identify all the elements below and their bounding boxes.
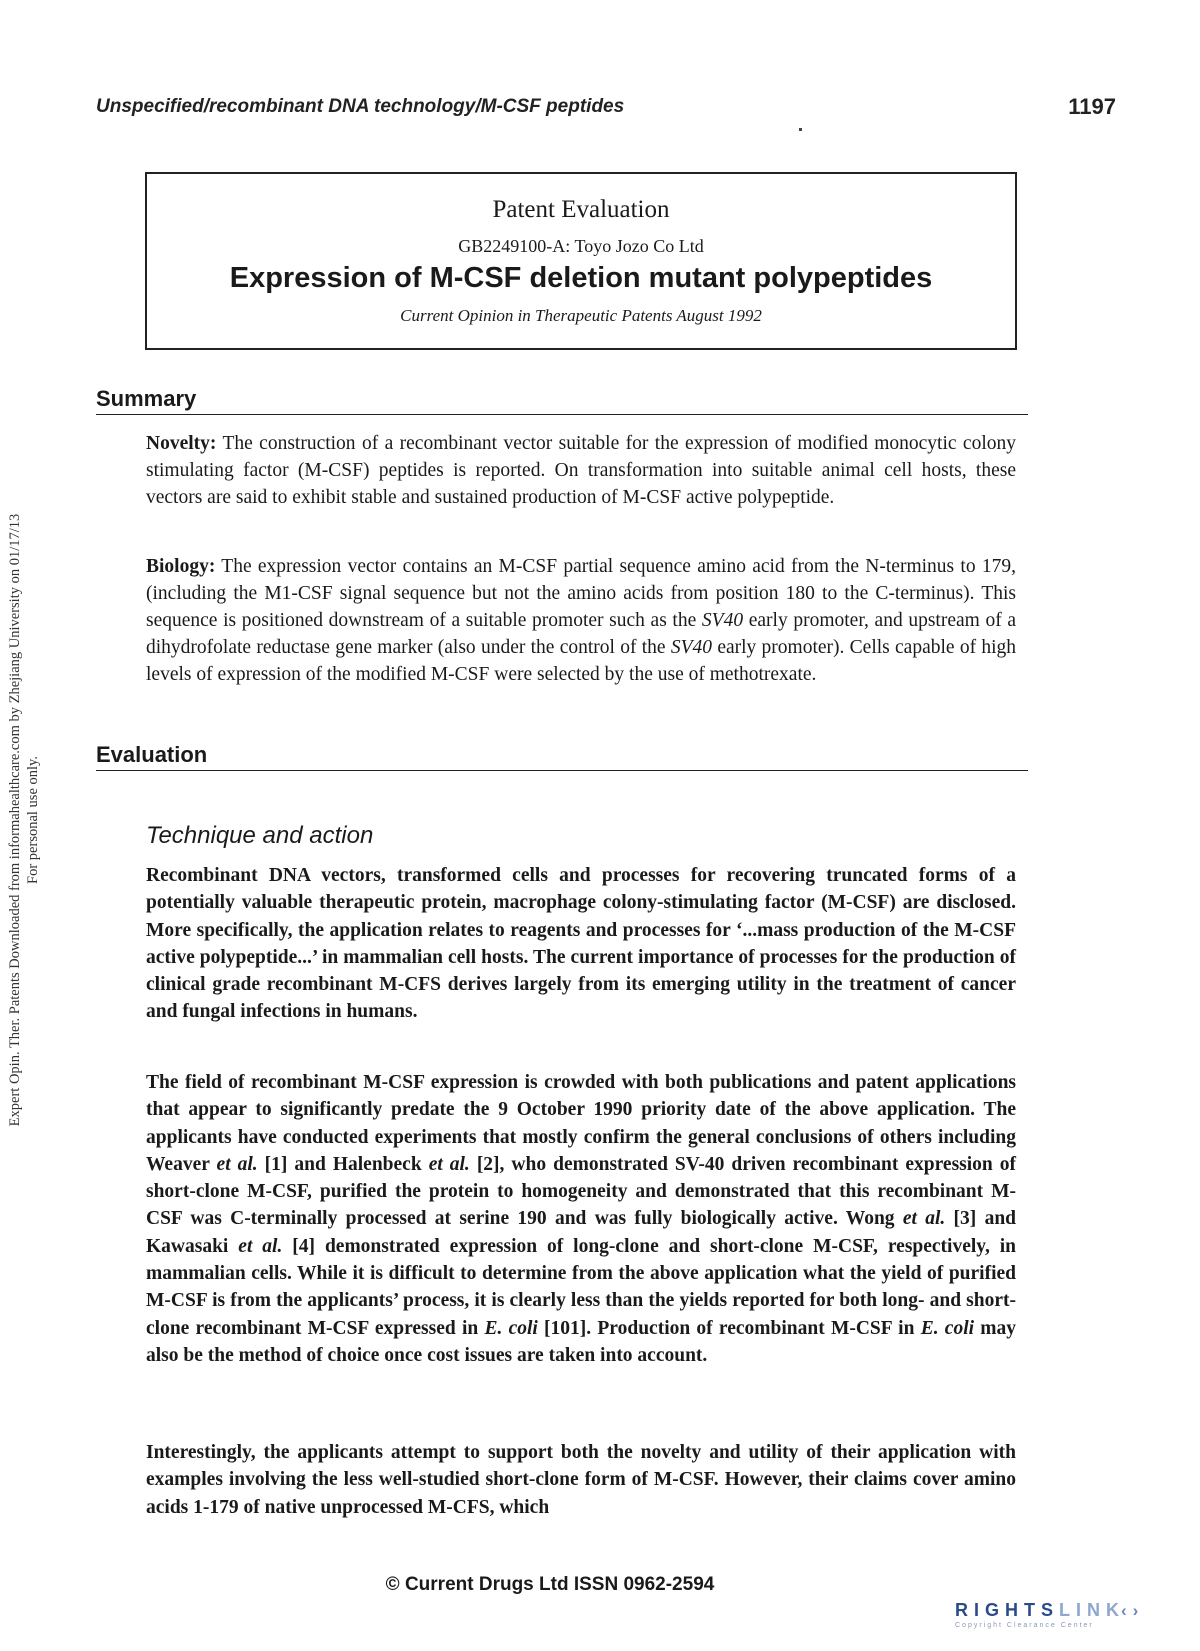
species-term: E. coli — [484, 1317, 538, 1339]
evaluation-paragraph-1: Recombinant DNA vectors, transformed cells and processes for recovering truncated forms of a potentially valuable therapeutic protein, macrophage colony-stimulating factor (M-CSF) are disclosed. More specifically, the application relates to reagents and processes for ‘...mass production of the M-CSF active polypeptide...’ in mammalian cell hosts. The current importance of processes for the production of clinical grade recombinant M-CFS derives largely from its emerging utility in the treatment of cancer and fungal infections in humans. — [146, 865, 1016, 1023]
citation-etal: et al. — [238, 1235, 283, 1257]
citation-etal: et al. — [902, 1208, 946, 1230]
sv40-term: SV40 — [701, 610, 744, 631]
download-watermark — [6, 460, 46, 1180]
article-title: Expression of M-CSF deletion mutant polypeptides — [229, 262, 933, 294]
watermark-line-1: Expert Opin. Ther. Patents Downloaded from informahealthcare.com by Zhejiang University on 01/17/13 — [7, 513, 23, 1127]
p2-text-g: may also be the method of choice once cost issues are taken into account. — [146, 1317, 1017, 1366]
citation-etal: et al. — [428, 1153, 470, 1175]
logo-arrow-icon: ‹› — [1121, 1601, 1145, 1620]
species-term: E. coli — [920, 1317, 975, 1339]
biology-paragraph — [146, 553, 1016, 688]
copyright-footer: © Current Drugs Ltd ISSN 0962-2594 — [385, 1574, 715, 1595]
p2-text-d: [3] and Kawasaki — [146, 1208, 1017, 1257]
patent-evaluation-box — [145, 172, 1017, 350]
biology-text-3: early promoter). Cells capable of high levels of expression of the modified M-CSF were selected by the use of methotrexate. — [146, 637, 1017, 685]
box-kicker: Patent Evaluation — [492, 196, 670, 223]
biology-label: Biology: — [146, 556, 216, 577]
page-number: 1197 — [1068, 94, 1116, 119]
evaluation-heading: Evaluation — [96, 742, 1028, 771]
novelty-paragraph — [146, 430, 1016, 511]
stray-mark — [799, 128, 802, 131]
watermark-line-2: For personal use only. — [25, 756, 41, 884]
biology-text-2: early promoter, and upstream of a dihydrofolate reductase gene marker (also under the control of the — [146, 610, 1016, 658]
logo-rights-text: RIGHTS — [955, 1600, 1060, 1620]
running-title: Unspecified/recombinant DNA technology/M-CSF peptides — [96, 96, 625, 117]
sv40-term: SV40 — [670, 637, 713, 658]
rightslink-logo[interactable] — [955, 1600, 1165, 1636]
p2-text-c: [2], who demonstrated SV-40 driven recombinant expression of short-clone M-CSF, purified the protein to homogeneity and demonstrated that this recombinant M-CSF was C-terminally processed at serine 190 and was fully biologically active. Wong — [146, 1153, 1016, 1230]
logo-link-text: LINK — [1059, 1600, 1126, 1620]
technique-subheading: Technique and action — [146, 822, 374, 849]
p2-text-b: [1] and Halenbeck — [264, 1153, 422, 1175]
evaluation-paragraph-3: Interestingly, the applicants attempt to support both the novelty and utility of their application with examples involving the less well-studied short-clone form of M-CSF. However, their claims cover amino acids 1-179 of native unprocessed M-CFS, which — [146, 1442, 1016, 1518]
biology-text-1: The expression vector contains an M-CSF partial sequence amino acid from the N-terminus to 179, (including the M1-CSF signal sequence but not the amino acids from position 180 to the C-terminus). This sequence is positioned downstream of a suitable promoter such as the — [146, 556, 1016, 631]
citation-etal: et al. — [216, 1153, 258, 1175]
novelty-label: Novelty: — [146, 433, 217, 454]
p2-text-f: [101]. Production of recombinant M-CSF in — [544, 1317, 915, 1339]
patent-number: GB2249100-A: Toyo Jozo Co Ltd — [458, 236, 704, 256]
p2-text-e: [4] demonstrated expression of long-clone and short-clone M-CSF, respectively, in mammalian cells. While it is difficult to determine from the above application what the yield of purified M-CSF is from the applicants’ process, it is clearly less than the yields reported for both long- and short-clone recombinant M-CSF expressed in — [146, 1235, 1017, 1339]
logo-tagline: Copyright Clearance Center — [955, 1622, 1094, 1629]
journal-source: Current Opinion in Therapeutic Patents August 1992 — [400, 306, 762, 325]
summary-heading: Summary — [96, 386, 1028, 415]
p2-text-a: The field of recombinant M-CSF expression is crowded with both publications and patent applications that appear to significantly predate the 9 October 1990 priority date of the above application. The applicants have conducted experiments that mostly confirm the general conclusions of others including Weaver — [146, 1072, 1016, 1175]
evaluation-paragraph-2 — [146, 1069, 1016, 1369]
running-header — [96, 96, 1116, 126]
novelty-text: The construction of a recombinant vector suitable for the expression of modified monocytic colony stimulating factor (M-CSF) peptides is reported. On transformation into suitable animal cell hosts, these vectors are said to exhibit stable and sustained production of M-CSF active polypeptide. — [146, 433, 1016, 508]
